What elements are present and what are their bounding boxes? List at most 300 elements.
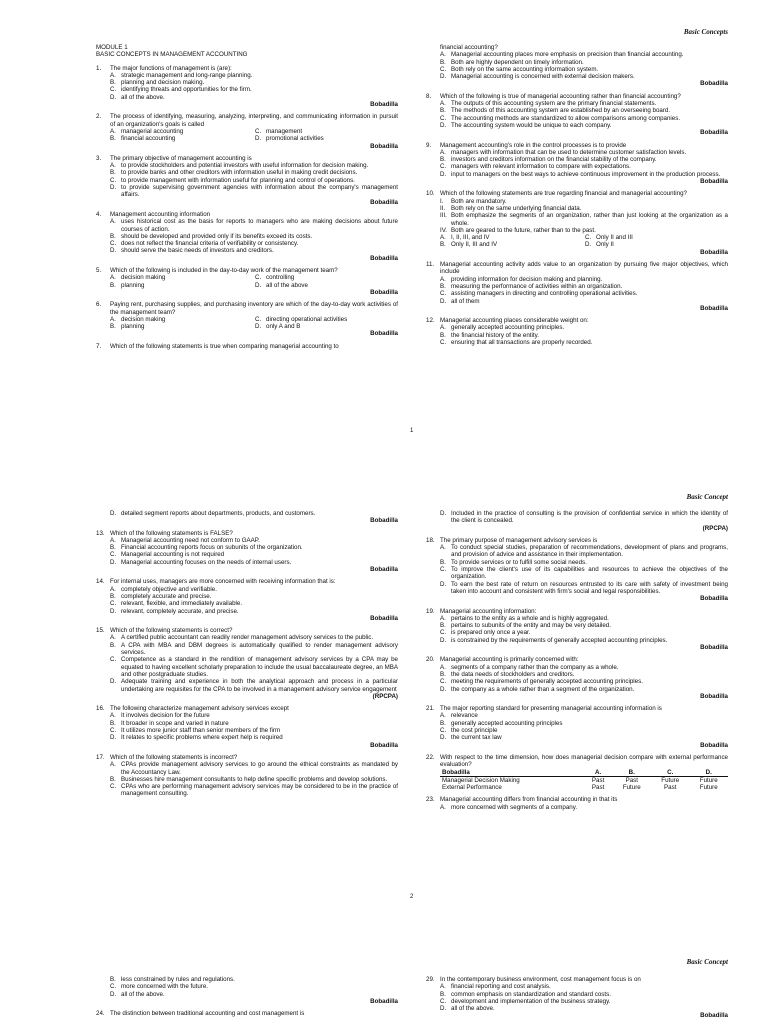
option-item xyxy=(255,135,398,142)
question-text: financial accounting? xyxy=(440,44,498,51)
question-stem xyxy=(96,211,398,218)
option-letter: B. xyxy=(440,282,446,290)
option-text: management xyxy=(266,127,303,135)
option-text: is constrained by the requirements of generally accepted accounting principles. xyxy=(451,636,668,644)
option-letter: C. xyxy=(110,656,117,664)
option-item xyxy=(585,234,728,241)
question-text: The distinction between traditional accounting and cost management is xyxy=(110,1010,305,1018)
question-text: Managerial accounting information: xyxy=(440,607,537,615)
option-letter: D. xyxy=(585,241,592,249)
option-item xyxy=(440,122,728,129)
option-text: The outputs of this accounting system are the primary financial statements. xyxy=(451,100,657,108)
option-letter: C. xyxy=(110,727,117,735)
right-column xyxy=(426,44,728,351)
question-item xyxy=(426,754,728,791)
option-grid xyxy=(110,128,398,143)
question-stem xyxy=(96,301,398,316)
option-item xyxy=(440,991,728,998)
option-letter: B. xyxy=(110,592,116,600)
source-label: Bobadilla xyxy=(370,566,398,574)
question-item xyxy=(96,113,398,149)
question-number: 10. xyxy=(426,190,435,198)
option-text: relevant, flexible, and immediately available. xyxy=(121,600,243,608)
table-cell: Past xyxy=(664,784,677,792)
option-text: segments of a company rather than the company as a whole. xyxy=(451,663,619,671)
option-text: relevant, completely accurate, and precise. xyxy=(121,607,239,615)
table-header-row xyxy=(440,769,728,777)
option-text: the data needs of stockholders and creditors. xyxy=(451,670,575,678)
source-label: Bobadilla xyxy=(700,741,728,749)
option-text: Competence as a standard in the rendition of management advisory services by a CPA may be equated to having excellent scholarly preparation to include the usual baccalaureate degree, an MBA and other postgraduate studies. xyxy=(121,656,398,678)
question-stem xyxy=(96,754,398,761)
option-letter: B. xyxy=(110,79,116,87)
table-cell: Past xyxy=(625,776,638,784)
question-item xyxy=(426,44,728,88)
question-number: 24. xyxy=(96,1010,105,1018)
option-letter: D. xyxy=(440,170,447,178)
question-number: 6. xyxy=(96,301,102,309)
option-text: promotional activities xyxy=(266,135,324,143)
table-cell: Past xyxy=(591,784,605,792)
module-title xyxy=(96,44,398,59)
option-text: planning xyxy=(121,323,145,331)
option-list xyxy=(440,664,728,693)
question-number: 14. xyxy=(96,578,105,586)
left-column xyxy=(96,510,398,803)
option-item xyxy=(110,169,398,176)
option-letter: C. xyxy=(110,600,117,608)
question-text: Which of the following statements is true when comparing managerial accounting to xyxy=(110,342,339,350)
option-text: managers with relevant information to compare with expectations. xyxy=(451,163,631,171)
option-letter: D. xyxy=(110,558,117,566)
option-text: The accounting system would be unique to each company. xyxy=(451,121,612,129)
question-text: Which of the following is included in the day-to-day work of the management team? xyxy=(110,267,338,275)
option-text: Included in the practice of consulting is the provision of confidential service in which the identity of the client is concealed. xyxy=(451,510,728,525)
right-column xyxy=(426,976,728,1025)
source-label: Bobadilla xyxy=(700,178,728,186)
option-item xyxy=(110,720,398,727)
option-letter: C. xyxy=(440,65,447,73)
option-text: decision making xyxy=(121,274,166,282)
option-letter: C. xyxy=(255,127,262,135)
option-letter: A. xyxy=(440,324,446,332)
question-stem xyxy=(426,656,728,663)
option-item xyxy=(110,586,398,593)
option-letter: IV. xyxy=(440,226,447,234)
option-text: the cost principle xyxy=(451,727,498,735)
question-item xyxy=(426,93,728,137)
option-text: to provide banks and other creditors with information useful in making credit decisions. xyxy=(121,169,358,177)
question-text: Managerial accounting differs from financial accounting in that its xyxy=(440,796,618,804)
source-label: Bobadilla xyxy=(370,254,398,262)
option-item xyxy=(255,323,398,330)
option-item xyxy=(110,551,398,558)
option-item xyxy=(110,79,398,86)
option-letter: D. xyxy=(110,184,117,192)
option-letter: B. xyxy=(440,241,446,249)
question-list xyxy=(426,44,728,346)
question-text: Which of the following statements is correct? xyxy=(110,627,233,635)
option-list xyxy=(440,510,728,525)
option-item xyxy=(440,712,728,719)
option-text: It broader in scope and varied in nature xyxy=(121,719,229,727)
option-letter: A. xyxy=(110,162,116,170)
question-stem xyxy=(426,142,728,149)
option-text: pertains to subunits of the entity and may be very detailed. xyxy=(451,622,611,630)
option-item xyxy=(440,544,728,559)
option-letter: A. xyxy=(110,274,116,282)
question-item xyxy=(426,190,728,256)
question-item xyxy=(426,261,728,312)
option-letter: A. xyxy=(110,761,116,769)
option-letter: III. xyxy=(440,212,447,220)
question-list xyxy=(96,65,398,350)
question-number: 22. xyxy=(426,753,435,761)
question-number: 17. xyxy=(96,753,105,761)
option-letter: C. xyxy=(440,997,447,1005)
option-letter: A. xyxy=(440,148,446,156)
option-text: meeting the requirements of generally accepted accounting principles. xyxy=(451,678,643,686)
option-text: assisting managers in directing and controlling operational activities. xyxy=(451,290,638,298)
option-text: to provide stockholders and potential investors with useful information for decision making. xyxy=(121,162,369,170)
option-item xyxy=(110,734,398,741)
option-list xyxy=(110,537,398,566)
option-letter: A. xyxy=(440,803,446,811)
page-header: Basic Concept xyxy=(686,958,728,966)
question-text: Managerial accounting activity adds value to an organization by pursuing five major objectives, which include xyxy=(440,261,728,276)
question-number: 29. xyxy=(426,976,435,983)
option-text: generally accepted accounting principles. xyxy=(451,324,565,332)
option-text: the financial history of the entity. xyxy=(451,331,539,339)
option-text: all of them xyxy=(451,297,480,305)
question-stem xyxy=(426,190,728,197)
option-item xyxy=(440,686,728,693)
option-text: is prepared only once a year. xyxy=(451,629,531,637)
option-item xyxy=(440,163,728,170)
option-list xyxy=(440,149,728,178)
option-text: CPAs provide management advisory services to go around the ethical constraints as mandated by the Accountancy Law. xyxy=(121,761,398,776)
option-text: uses historical cost as the basis for reports to managers who are making decisions about future courses of action. xyxy=(121,218,398,233)
option-text: Financial accounting reports focus on subunits of the organization. xyxy=(121,544,303,552)
option-item xyxy=(440,804,728,811)
option-item xyxy=(440,66,728,73)
source-label: Bobadilla xyxy=(370,741,398,749)
option-letter: B. xyxy=(440,331,446,339)
question-list xyxy=(426,510,728,811)
option-item xyxy=(440,107,728,114)
question-number: 8. xyxy=(426,92,432,100)
option-letter: B. xyxy=(440,156,446,164)
option-item xyxy=(110,128,255,135)
option-item xyxy=(110,761,398,776)
option-item xyxy=(440,332,728,339)
option-item xyxy=(110,240,398,247)
question-number: 5. xyxy=(96,267,102,275)
option-letter: A. xyxy=(110,536,116,544)
option-text: Both rely on the same underlying financial data. xyxy=(451,204,582,212)
option-item xyxy=(110,218,398,233)
option-letter: D. xyxy=(110,734,117,742)
question-stem xyxy=(426,261,728,276)
option-list xyxy=(440,276,728,305)
question-number: 13. xyxy=(96,529,105,537)
option-letter: B. xyxy=(440,670,446,678)
option-item xyxy=(440,276,728,283)
option-item xyxy=(110,233,398,240)
source-label: Bobadilla xyxy=(700,304,728,312)
table-cell: Past xyxy=(591,776,605,784)
option-item xyxy=(255,282,398,289)
option-letter: D. xyxy=(110,990,117,998)
option-letter: A. xyxy=(440,275,446,283)
option-list xyxy=(440,983,728,1012)
option-text: It involves decision for the future xyxy=(121,712,210,720)
option-text: controlling xyxy=(266,274,295,282)
option-letter: C. xyxy=(440,163,447,171)
question-text: Which of the following statements are true regarding financial and managerial accounting? xyxy=(440,190,687,198)
question-stem xyxy=(426,317,728,324)
option-item xyxy=(440,622,728,629)
module-number: MODULE 1 xyxy=(96,44,128,51)
option-item xyxy=(440,100,728,107)
question-item xyxy=(96,301,398,337)
table-row xyxy=(440,776,728,784)
option-item xyxy=(440,149,728,156)
option-item xyxy=(440,720,728,727)
question-item xyxy=(96,211,398,262)
option-letter: D. xyxy=(110,510,117,517)
option-list xyxy=(440,198,728,234)
option-text: Managerial accounting places more emphasis on precision than financial accounting. xyxy=(451,51,684,59)
option-text: directing operational activities xyxy=(266,315,348,323)
page-2 xyxy=(0,490,768,930)
question-number: 2. xyxy=(96,113,102,121)
option-letter: A. xyxy=(110,315,116,323)
option-letter: A. xyxy=(440,614,446,622)
table-cell: Future xyxy=(661,776,680,784)
question-stem xyxy=(426,976,728,983)
option-item xyxy=(440,339,728,346)
source-label: Bobadilla xyxy=(700,644,728,652)
option-item xyxy=(440,566,728,581)
option-item xyxy=(255,128,398,135)
option-letter: C. xyxy=(440,290,447,298)
option-item xyxy=(110,712,398,719)
source-label: Bobadilla xyxy=(370,997,398,1005)
question-text: Management accounting information xyxy=(110,210,211,218)
option-letter: C. xyxy=(440,727,447,735)
question-list xyxy=(426,976,728,1020)
question-number: 20. xyxy=(426,656,435,664)
question-item xyxy=(96,627,398,700)
option-item xyxy=(440,581,728,596)
source-label: Bobadilla xyxy=(370,142,398,150)
option-item xyxy=(110,72,398,79)
option-text: strategic management and long-range planning. xyxy=(121,71,253,79)
table-cell: Future xyxy=(622,784,641,792)
option-item xyxy=(110,642,398,657)
question-item xyxy=(96,530,398,574)
option-text: pertains to the entity as a whole and is highly aggregated. xyxy=(451,614,609,622)
option-item xyxy=(110,184,398,199)
option-text: It utilizes more junior staff than senior members of the firm xyxy=(121,727,281,735)
option-text: Both emphasize the segments of an organization, rather than just looking at the organization as a whole. xyxy=(451,212,728,227)
page-number: 2 xyxy=(410,894,414,900)
question-stem xyxy=(426,754,728,769)
option-letter: D. xyxy=(110,247,117,255)
question-item xyxy=(96,705,398,749)
option-text: only A and B xyxy=(266,323,301,331)
option-item xyxy=(440,115,728,122)
option-item xyxy=(440,510,728,525)
option-list xyxy=(440,100,728,129)
option-item xyxy=(440,241,585,248)
question-number xyxy=(426,44,440,51)
option-item xyxy=(440,51,728,58)
option-item xyxy=(110,634,398,641)
option-item xyxy=(110,678,398,693)
option-list xyxy=(110,634,398,692)
option-list xyxy=(440,51,728,80)
source-label: (RPCPA) xyxy=(702,524,728,532)
option-letter: A. xyxy=(440,234,446,242)
option-text: To conduct special studies, preparation of recommendations, development of plans and programs, and provision of advice and assistance in their implementation. xyxy=(451,544,728,559)
question-item xyxy=(96,510,398,525)
option-item xyxy=(110,323,255,330)
source-label: Bobadilla xyxy=(700,80,728,88)
option-text: planning xyxy=(121,281,145,289)
option-letter: II. xyxy=(440,204,446,212)
option-letter: B. xyxy=(440,558,446,566)
option-letter: D. xyxy=(440,510,447,517)
option-letter: B. xyxy=(110,976,116,983)
option-item xyxy=(585,241,728,248)
option-text: generally accepted accounting principles xyxy=(451,719,563,727)
option-item xyxy=(440,324,728,331)
table-header-cell: D. xyxy=(689,769,728,777)
left-column xyxy=(96,44,398,355)
question-number: 4. xyxy=(96,210,102,218)
option-text: CPAs who are performing management advisory services may be considered to be in the practice of management consulting. xyxy=(121,783,398,798)
option-item xyxy=(110,608,398,615)
option-list xyxy=(440,324,728,346)
option-letter: B. xyxy=(110,719,116,727)
option-text: should be developed and provided only if its benefits exceed its costs. xyxy=(121,232,313,240)
option-text: more concerned with the future. xyxy=(121,983,209,991)
question-stem xyxy=(96,343,398,350)
option-item xyxy=(110,316,255,323)
table-cell: External Performance xyxy=(442,784,502,792)
option-text: Only II and III xyxy=(596,234,633,242)
page-1 xyxy=(0,0,768,470)
option-item xyxy=(440,671,728,678)
option-text: Adequate training and experience in both the analytical approach and process in a particular undertaking are requisites for the CPA to be involved in a management advisory service engagement xyxy=(121,678,398,693)
page-3 xyxy=(0,952,768,1024)
option-letter: B. xyxy=(110,135,116,143)
option-text: measuring the performance of activities within an organization. xyxy=(451,282,623,290)
question-number: 21. xyxy=(426,705,435,713)
source-label: Bobadilla xyxy=(700,129,728,137)
option-item xyxy=(440,234,585,241)
option-list xyxy=(110,218,398,254)
left-column xyxy=(96,976,398,1022)
option-item xyxy=(440,59,728,66)
option-letter: D. xyxy=(255,281,262,289)
question-item xyxy=(96,65,398,109)
option-letter: D. xyxy=(255,135,262,143)
option-item xyxy=(440,171,728,178)
question-number: 11. xyxy=(426,261,435,269)
option-list xyxy=(110,976,398,998)
option-text: Only II, III and IV xyxy=(451,241,498,249)
question-item xyxy=(426,608,728,652)
question-stem xyxy=(96,267,398,274)
option-text: Both are highly dependent on timely information. xyxy=(451,58,584,66)
page-number: 1 xyxy=(410,428,414,434)
option-item xyxy=(440,298,728,305)
option-letter: A. xyxy=(110,71,116,79)
question-stem xyxy=(96,705,398,712)
question-stem xyxy=(426,608,728,615)
option-item xyxy=(110,776,398,783)
option-letter: C. xyxy=(110,176,117,184)
option-letter: B. xyxy=(440,622,446,630)
option-text: To provide services or to fulfill some social needs. xyxy=(451,558,587,566)
option-text: managers with information that can be used to determine customer satisfaction levels. xyxy=(451,148,687,156)
question-stem xyxy=(96,627,398,634)
question-number: 19. xyxy=(426,607,435,615)
option-letter: B. xyxy=(110,775,116,783)
option-letter: A. xyxy=(440,712,446,720)
option-text: Managerial accounting need not conform to GAAP. xyxy=(121,536,260,544)
question-text: With respect to the time dimension, how does managerial decision compare with external performance evaluation? xyxy=(440,753,728,769)
question-number: 9. xyxy=(426,141,432,149)
option-text: decision making xyxy=(121,315,166,323)
question-stem xyxy=(96,155,398,162)
option-letter: D. xyxy=(440,734,447,742)
option-letter: A. xyxy=(110,634,116,642)
question-text: For internal uses, managers are more concerned with receiving information that is: xyxy=(110,578,336,586)
option-text: I, II, III, and IV xyxy=(451,234,490,242)
option-item xyxy=(440,283,728,290)
option-text: the current tax law xyxy=(451,734,502,742)
source-label: Bobadilla xyxy=(370,101,398,109)
option-list xyxy=(440,544,728,595)
question-item xyxy=(96,267,398,296)
option-text: to provide management with information useful for planning and control of operations. xyxy=(121,176,355,184)
table-header-cell: C. xyxy=(651,769,689,777)
question-text: The major functions of management is (are): xyxy=(110,64,232,72)
option-item xyxy=(110,247,398,254)
option-text: all of the above. xyxy=(121,990,165,998)
option-letter: B. xyxy=(110,641,116,649)
option-text: detailed segment reports about departments, products, and customers. xyxy=(121,510,316,517)
option-letter: C. xyxy=(110,551,117,559)
option-letter: C. xyxy=(440,629,447,637)
question-text: The primary purpose of management advisory services is xyxy=(440,536,598,544)
option-letter: I. xyxy=(440,197,444,205)
option-letter: C. xyxy=(255,315,262,323)
option-letter: C. xyxy=(440,338,447,346)
option-item xyxy=(110,274,255,281)
option-text: more concerned with segments of a company. xyxy=(451,803,578,811)
option-letter: A. xyxy=(110,712,116,720)
option-item xyxy=(440,629,728,636)
source-label: Bobadilla xyxy=(370,517,398,525)
question-stem xyxy=(426,537,728,544)
option-letter: C. xyxy=(440,114,447,122)
source-label: Bobadilla xyxy=(370,198,398,206)
